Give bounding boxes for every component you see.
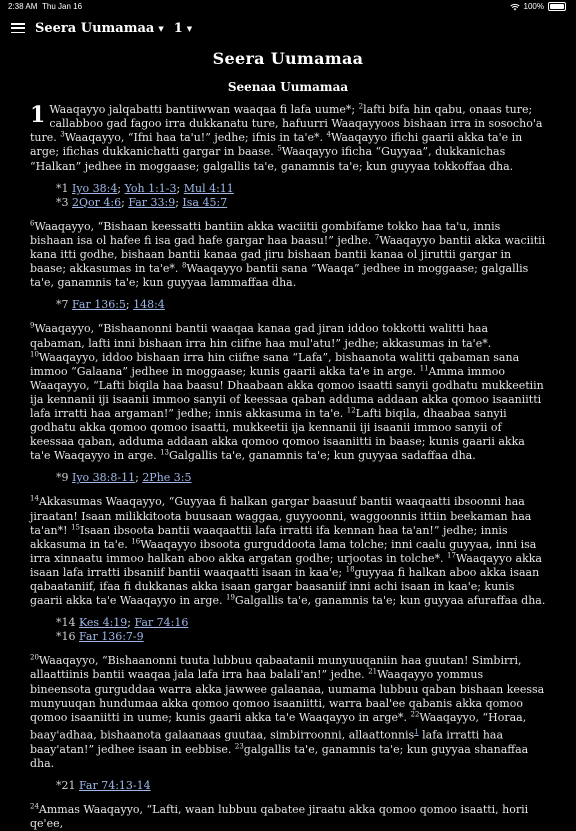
cross-reference-link[interactable]: Far 136:5 bbox=[72, 298, 126, 312]
verse-text: galgallis ta'e, ganamnis ta'e; kun guyyaa shanaffaa dha. bbox=[30, 742, 529, 770]
page-title: Seera Uumamaa bbox=[212, 49, 364, 68]
section-heading: Seenaa Uumamaa bbox=[227, 80, 349, 95]
status-date: Thu Jan 16 bbox=[42, 2, 83, 11]
book-selector[interactable] bbox=[35, 21, 164, 36]
verse-number: 7 bbox=[374, 233, 380, 242]
verse-text: Waaqayyo ifichi gaarii akka ta'e in arge; ifichas dukkanichatti gargar in baase. bbox=[30, 131, 523, 159]
verse-paragraph bbox=[30, 495, 546, 608]
status-bar bbox=[0, 0, 576, 14]
cross-reference-line: *7 Far 136:5; 148:4 bbox=[56, 298, 165, 312]
verse-text: Waaqayyo ibsoota gurguddoota lama tolche; inni caalu guyyaa, inni isa irra xinnaatu immoo halkan aboo akka argatan godhe; urjootas in tolche*. bbox=[30, 537, 537, 565]
cross-reference-line bbox=[56, 630, 546, 644]
cross-reference-link[interactable]: 148:4 bbox=[133, 298, 165, 312]
toolbar bbox=[0, 14, 576, 42]
cross-reference-link[interactable]: Far 74:13-14 bbox=[79, 778, 151, 792]
wifi-icon bbox=[510, 3, 520, 11]
verse-text: Isaan ibsoota bantii waaqaattii lafa irratti ifa kennan haa ta'an!” jedhe; innis akkasuma in ta'e. bbox=[30, 523, 508, 551]
reading-pane[interactable] bbox=[30, 42, 546, 830]
verse-number: 3 bbox=[60, 130, 65, 139]
verse-number: 11 bbox=[419, 364, 429, 373]
verse-text: Amma immoo Waaqayyo, “Lafti biqila haa baasu! Dhaabaan akka qomoo isaatti sanyii godhatu mukkeetiin ija kennanii iji isaanii immoo sanyii of keessaa qaban adduma addaan akka qomoo isaaniitti lafa irratti haa argaman!” jedhe; innis akkasuma in ta'e. bbox=[30, 364, 544, 420]
verse-number: 10 bbox=[30, 349, 39, 358]
cross-reference-link[interactable]: Far 136:7-9 bbox=[79, 630, 144, 644]
verse-text: Waaqayyo, “Ifni haa ta'u!” jedhe; ifnis in ta'e*. bbox=[64, 131, 327, 145]
verse-text: Waaqayyo jalqabatti bantiiwwan waaqaa fi lafa uume*; bbox=[49, 103, 359, 117]
cross-reference-line: *1 Iyo 38:4; Yoh 1:1-3; Mul 4:11 bbox=[56, 181, 234, 195]
cross-reference-line: *14 Kes 4:19; Far 74:16 bbox=[56, 616, 189, 630]
verse-text: lafti bifa hin qabu, onaas ture; callabboo gad fagoo irra dukkanatu ture, hafuurri Waaqayyoos bishaan irra in sosocho'a ture. bbox=[30, 103, 543, 145]
verse-text: Waaqayyo bantii sana “Waaqa” jedhee in moggaase; galgallis ta'e, ganamnis ta'e; kun guyyaa lammaffaa dha. bbox=[30, 262, 529, 290]
status-right bbox=[510, 2, 566, 11]
verse-number: 14 bbox=[30, 494, 39, 503]
verse-text: Waaqayyo akka isaan lafa irratti ibsaniif bantii waaqaatti isaan in kaa'e; bbox=[30, 551, 542, 579]
verse-number: 18 bbox=[345, 565, 355, 574]
verse-number: 22 bbox=[410, 710, 420, 719]
cross-reference-marker: *7 bbox=[56, 298, 72, 312]
cross-reference-link[interactable]: 2Qor 4:6 bbox=[72, 195, 122, 209]
verse-number: 8 bbox=[181, 261, 187, 270]
cross-references bbox=[30, 616, 546, 644]
verse-number: 12 bbox=[346, 406, 356, 415]
verse-paragraph bbox=[30, 803, 546, 831]
verse-paragraph bbox=[30, 654, 546, 770]
cross-reference-line bbox=[56, 779, 546, 793]
battery-icon bbox=[548, 2, 566, 11]
cross-reference-link[interactable]: 2Phe 3:5 bbox=[142, 471, 192, 485]
cross-reference-link[interactable]: Far 33:9 bbox=[128, 195, 176, 209]
battery-percent: 100% bbox=[523, 2, 544, 11]
chevron-down-icon: ▼ bbox=[186, 23, 193, 33]
verse-number: 20 bbox=[30, 653, 39, 662]
verse-text: Waaqayyo, iddoo bishaan irra hin ciifne sana “Lafa”, bishaanota walitti qabaman sana immoo “Galaana” jedhee in moggaase; kunis gaarii akka ta'e in arge. bbox=[30, 350, 520, 378]
scripture-text bbox=[30, 103, 546, 831]
verse-number: 16 bbox=[131, 537, 141, 546]
cross-reference-line: *3 2Qor 4:6; Far 33:9; Isa 45:7 bbox=[56, 195, 228, 209]
verse-number: 5 bbox=[277, 144, 282, 153]
cross-reference-link[interactable]: Far 74:16 bbox=[134, 616, 189, 630]
verse-text: Waaqayyo, “Bishaanonni bantii waaqaa kanaa gad jiran iddoo tokkotti walitti haa qabaman, lafti inni bishaan irra hin ciifne haa mul'atu!” jedhe; akkasumas in ta'e*. bbox=[30, 322, 492, 350]
verse-text: Waaqayyo yommus bineensota gurguddaa warra akka jawwee galaanaa, uumama lubbuu qaban bishaan keessa munyuuqan hundumaa akka qomoo qomoo isaaniitti, warra baal'ee qabanis akka qomoo qomoo isaaniitti in uume; kunis gaarii akka ta'e Waaqayyo in arge*. bbox=[30, 668, 545, 724]
footnote-link[interactable]: 1 bbox=[414, 727, 419, 736]
verse-paragraph bbox=[30, 103, 546, 173]
hamburger-menu-icon[interactable] bbox=[11, 23, 25, 33]
verse-text: Waaqayyo, “Bishaanonni tuuta lubbuu qabaatanii munyuuqaniin haa guutan! Simbirri, allaattiinis bantii waaqaa jala lafa irra haa balali'an!” jedhe. bbox=[30, 654, 522, 682]
verse-number: 23 bbox=[234, 741, 244, 750]
cross-reference-link[interactable]: Yoh 1:1-3 bbox=[124, 181, 177, 195]
verse-number: 17 bbox=[446, 551, 456, 560]
verse-number: 24 bbox=[30, 802, 39, 811]
status-time: 2:38 AM bbox=[8, 2, 38, 11]
cross-reference-marker: *16 bbox=[56, 630, 79, 644]
verse-number: 2 bbox=[358, 102, 364, 111]
cross-reference-line: *9 Iyo 38:8-11; 2Phe 3:5 bbox=[56, 471, 192, 485]
cross-reference-link[interactable]: Iyo 38:8-11 bbox=[72, 471, 136, 485]
cross-reference-link[interactable]: Mul 4:11 bbox=[183, 181, 234, 195]
verse-number: 21 bbox=[368, 667, 378, 676]
verse-text: Akkasumas Waaqayyo, “Guyyaa fi halkan gargar baasuuf bantii waaqaatti ibsoonni haa jiraatan! Isaan milikkitoota buusaan waggaa, guyyoonni, waggoonnis ittiin beekaman haa ta'an*! bbox=[30, 495, 532, 537]
verse-text: Waaqayyo, “Horaa, baay'adhaa, bishaanota galaanaas guutaa, simbirroonni, allaattonnis bbox=[30, 710, 527, 742]
verse-text: Waaqayyo, “Bishaan keessatti bantiin akka waciitii gombifame tokko haa ta'u, innis bishaan isa ol hafee fi isa gad hafe gargar haa baasu!” jedhe. bbox=[30, 219, 501, 247]
cross-reference-link[interactable]: Isa 45:7 bbox=[182, 195, 228, 209]
chapter-number-selected: 1 bbox=[173, 20, 183, 36]
cross-references bbox=[30, 779, 546, 793]
verse-text: Waaqayyo ificha “Guyyaa”, dukkanichas “Halkan” jedhee in moggaase; galgallis ta'e, ganamnis ta'e; kun guyyaa tokkoffaa dha. bbox=[30, 145, 514, 173]
verse-paragraph bbox=[30, 322, 546, 463]
cross-reference-marker: *3 bbox=[56, 195, 72, 209]
verse-number: 13 bbox=[160, 448, 170, 457]
cross-reference-link[interactable]: Iyo 38:4 bbox=[72, 181, 118, 195]
cross-reference-marker: *1 bbox=[56, 181, 72, 195]
verse-text: lafa irratti haa baay'atan!” jedhee isaan in eebbise. bbox=[30, 728, 504, 756]
verse-number: 9 bbox=[30, 321, 35, 330]
verse-text: Lafti biqila, dhaabaa sanyii godhatu akka qomoo qomoo isaatti, mukkeetii ija kennanii iji isaanii immoo sanyii of keessaa qaban, adduma addaan akka qomoo qomoo isaaniitti in baase; kunis gaarii akka ta'e Waaqayyo in arge. bbox=[30, 406, 525, 463]
cross-reference-marker: *21 bbox=[56, 778, 79, 792]
verse-paragraph bbox=[30, 220, 546, 290]
book-name: Seera Uumamaa bbox=[35, 20, 155, 36]
chevron-down-icon: ▼ bbox=[158, 23, 164, 33]
cross-reference-marker: *14 bbox=[56, 616, 79, 630]
verse-text: Ammas Waaqayyo, “Lafti, waan lubbuu qabatee jiraatu akka qomoo qomoo isaatti, horii qe'ee, bbox=[30, 802, 529, 830]
verse-number: 4 bbox=[326, 130, 331, 139]
verse-text: Waaqayyo bantii akka waciitii kana itti godhe, bishaan bantii kanaa gad jiru bishaan bantii kanaa ol jiruttii gargar in baase; akkasumas in ta'e*. bbox=[30, 233, 546, 276]
chapter-number: 1 bbox=[30, 102, 46, 129]
verse-text: Galgallis ta'e, ganamnis ta'e; kun guyyaa sadaffaa dha. bbox=[169, 449, 476, 463]
verse-number: 19 bbox=[225, 593, 235, 602]
cross-references bbox=[30, 298, 546, 312]
cross-reference-marker: *9 bbox=[56, 471, 72, 485]
verse-number: 6 bbox=[30, 219, 35, 228]
verse-number: 15 bbox=[71, 522, 80, 531]
verse-text: Galgallis ta'e, ganamnis ta'e; kun guyyaa afuraffaa dha. bbox=[234, 594, 546, 608]
cross-reference-link[interactable]: Kes 4:19 bbox=[79, 616, 128, 630]
cross-references bbox=[30, 471, 546, 485]
verse-text: guyyaa fi halkan aboo akka isaan qabaataniif, ifaa fi dukkanas akka isaan gargar baasaniif inni achi isaan in kaa'e; kunis gaarii akka ta'e Waaqayyo in arge. bbox=[30, 565, 540, 608]
chapter-selector[interactable] bbox=[174, 21, 192, 36]
cross-references bbox=[30, 182, 546, 210]
